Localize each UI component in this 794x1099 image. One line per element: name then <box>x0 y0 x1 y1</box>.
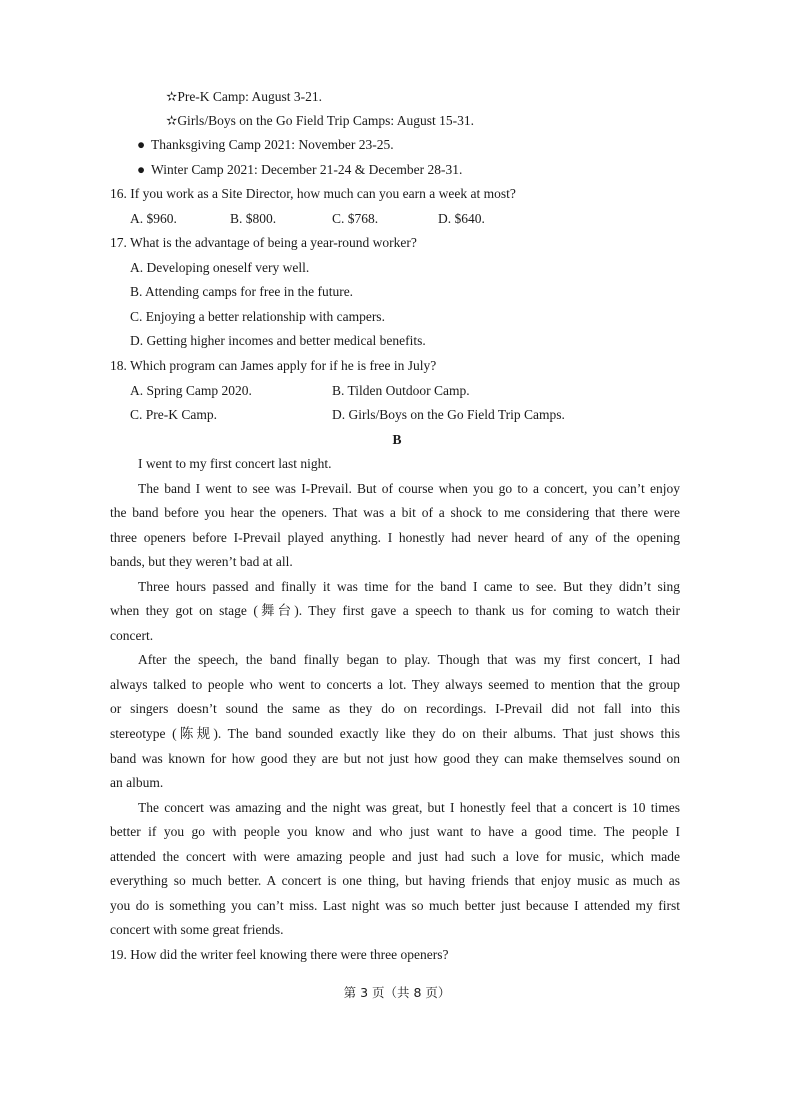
q16-option-c: C. $768. <box>332 211 379 226</box>
passage-p3-line: when they got on stage (舞台). They first gave a speech to thank us for coming to watch their <box>110 603 680 618</box>
q16-option-b: B. $800. <box>230 211 277 226</box>
passage-p4-line: always talked to people who went to concerts a lot. They always seemed to mention that the group <box>110 677 680 692</box>
question-19-stem: 19. How did the writer feel knowing there were three openers? <box>110 947 449 962</box>
q18-option-b: B. Tilden Outdoor Camp. <box>332 383 470 398</box>
question-17-stem: 17. What is the advantage of being a year-round worker? <box>110 235 417 250</box>
passage-p4-line: stereotype (陈规). The band sounded exactly like they do on their albums. That just shows this <box>110 726 680 741</box>
passage-paragraph-1: I went to my first concert last night. <box>138 456 332 471</box>
passage-p5-line: The concert was amazing and the night was great, but I honestly feel that a concert is 10 times <box>138 800 680 815</box>
q17-option-b: B. Attending camps for free in the future. <box>130 284 354 299</box>
bullet-icon: ● <box>137 137 146 152</box>
q18-option-a: A. Spring Camp 2020. <box>130 383 252 398</box>
passage-p5-line: you do is something you can’t miss. Last night was so much better just because I attended my first <box>110 898 680 913</box>
passage-p2-line: three openers before I-Prevail played anything. I honestly had never heard of any of the opening <box>110 530 680 545</box>
section-b-heading: B <box>392 432 402 447</box>
camp-item-girls-boys: ✫Girls/Boys on the Go Field Trip Camps: August 15-31. <box>166 113 474 128</box>
camp-item-thanksgiving: ● Thanksgiving Camp 2021: November 23-25. <box>137 137 394 152</box>
passage-p4-line: band was known for how good they are but not just how good they can make themselves sound on <box>110 751 680 766</box>
passage-p5-line: everything so much better. A concert is one thing, but having friends that enjoy music as much as <box>110 873 680 888</box>
q16-option-d: D. $640. <box>438 211 485 226</box>
q18-option-d: D. Girls/Boys on the Go Field Trip Camps. <box>332 407 565 422</box>
q16-option-a: A. $960. <box>130 211 177 226</box>
page-footer: 第 3 页（共 8 页） <box>343 985 451 1000</box>
passage-p3-line: concert. <box>110 628 154 643</box>
question-16-stem: 16. If you work as a Site Director, how much can you earn a week at most? <box>110 186 516 201</box>
passage-p2-line: The band I went to see was I-Prevail. But of course when you go to a concert, you can’t enjoy <box>138 481 680 496</box>
q17-option-a: A. Developing oneself very well. <box>130 260 310 275</box>
passage-p4-line: or singers doesn’t sound the same as they do on recordings. I-Prevail did not fall into this <box>110 701 680 716</box>
passage-p5-line: attended the concert with were amazing people and just had such a love for music, which made <box>110 849 680 864</box>
passage-p5-line: concert with some great friends. <box>110 922 284 937</box>
passage-p3-line: Three hours passed and finally it was time for the band I came to see. But they didn’t sing <box>138 579 680 594</box>
camp-item-prek: ✫Pre-K Camp: August 3-21. <box>166 89 323 104</box>
q17-option-c: C. Enjoying a better relationship with campers. <box>130 309 385 324</box>
camp-item-winter: ● Winter Camp 2021: December 21-24 & December 28-31. <box>137 162 463 177</box>
q18-option-c: C. Pre-K Camp. <box>130 407 217 422</box>
q17-option-d: D. Getting higher incomes and better medical benefits. <box>130 333 426 348</box>
star-icon: ✫ <box>166 113 178 128</box>
passage-p2-line: the band before you hear the openers. That was a bit of a shock to me considering that there were <box>110 505 680 520</box>
question-18-stem: 18. Which program can James apply for if he is free in July? <box>110 358 437 373</box>
star-icon: ✫ <box>166 89 178 104</box>
passage-p4-line: an album. <box>110 775 164 790</box>
passage-p5-line: better if you go with people you know and who just want to have a good time. The people I <box>110 824 680 839</box>
passage-p4-line: After the speech, the band finally began to play. Though that was my first concert, I had <box>138 652 680 667</box>
bullet-icon: ● <box>137 162 146 177</box>
passage-p2-line: bands, but they weren’t bad at all. <box>110 554 293 569</box>
